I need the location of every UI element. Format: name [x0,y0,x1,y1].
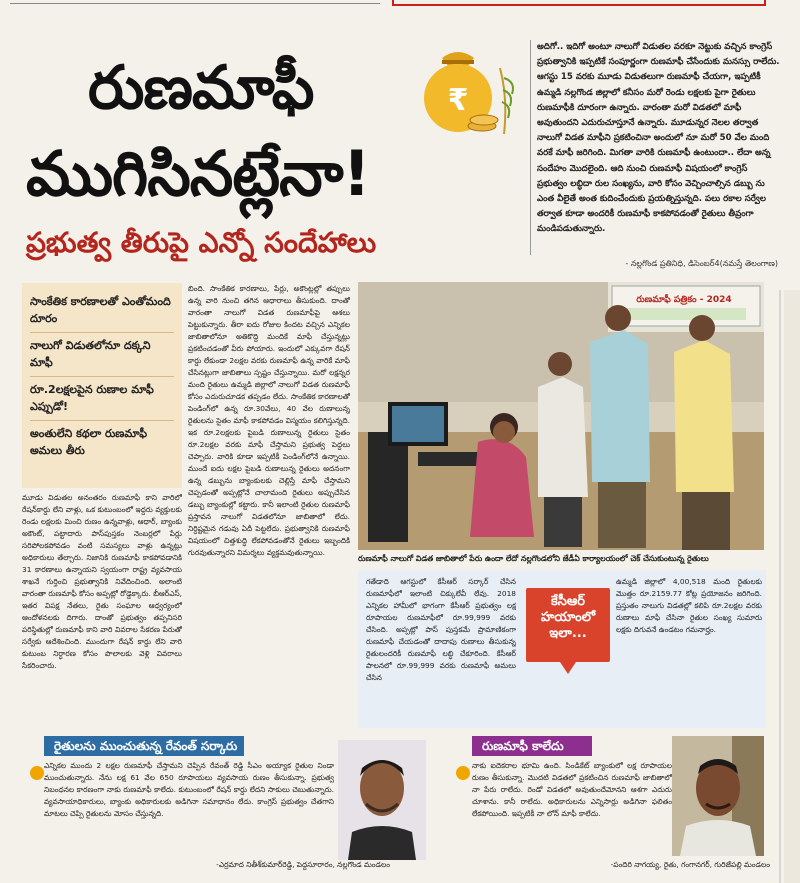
highlight-item: అంతులేని కథలా రుణమాఫీ అమలు తీరు [30,427,148,457]
headline-line-1: రుణమాఫీ [88,53,314,123]
highlight-item: సాంకేతిక కారణాలతో ఎంతోమంది దూరం [30,289,174,333]
highlight-item: నాలుగో విడుతలోనూ దక్కని మాఫీ [30,333,174,377]
quote-icon [30,766,44,780]
kcr-era-badge [526,588,610,662]
banner-text: రుణమాఫీ పత్రికం - 2024 [636,295,732,305]
highlights-sidebar [22,283,182,488]
headline-block [18,38,528,293]
highlight-item: రూ.2లక్షలపైన రుణాల మాఫీ ఎప్పుడో! [30,377,174,421]
photo-caption: రుణమాఫీ నాలుగో విడత జాబితాలో పేరు ఉందా లేదో నల్లగొండలోని జేడీఏ కార్యాలయంలో చెక్ చేసుకుంటున్న రైతులు [358,554,709,563]
kcr-comparison-panel [358,570,766,728]
panel-right-text: ఉమ్మడి జిల్లాలో 4,00,518 మంది రైతులకు మొత్తం రూ.2159.77 కోట్ల ప్రయోజనం జరిగింది. ప్రస్తుతం నాలుగు విడతల్లో కలిపి రూ.2లక్షల వరకు రుణాలు మాఫీ చేసినా రైతుల సంఖ్య సుమారు లక్షకు దిగువనే ఉండటం గమనార్హం. [616,577,762,634]
farmer-portrait-1 [338,740,426,860]
dateline: - నల్లగొండ ప్రతినిధి, డిసెంబర్4(నమస్తే తెలంగాణ) [625,259,778,268]
box1-signature: -ఎర్రమాద నితీశ్‌కుమార్‌రెడ్డి, పెద్దసూరారం, నల్లగొండ మండలం [216,860,390,869]
headline-line-2: ముగిసినట్లేనా! [26,137,370,210]
badge-line-1: కేసీఆర్ [551,594,585,609]
top-rule [10,3,380,4]
box2-text: నాకు ఐదెకరాల భూమి ఉంది. సిండికేట్ బ్యాంకులో లక్ష రూపాయల రుణం తీసుకున్నా. మొదటి విడతలో ప్రకటించిన రుణమాఫీ జాబితాలో నా పేరు రాలేదు. రెండో విడతలో అవుతుందేమోనని ఆశగా ఎదురు చూశాను. కానీ రాలేదు. అధికారులను ఎన్నిసార్లు అడిగినా ఫలితం లేకపోయింది. ఇప్పటికీ నా లోన్ మాఫీ కాలేదు. [472,761,672,818]
top-red-box [392,0,766,6]
box1-text: ఎన్నికల ముందు 2 లక్షల రుణమాఫీ చేస్తామని చెప్పిన రేవంత్ రెడ్డి సీఎం అయ్యాక రైతుల నిండా ముంచుతున్నారు. నేను లక్ష 61 వేల 650 రూపాయలు వ్యవసాయ రుణం తీసుకున్నా. ప్రభుత్వ నిబంధనల కారణంగా నాకు రుణమాఫీ కాలేదు. కుటుంబంలో రేషన్ కార్డు లేదని సాకులు చెబుతున్నారు. వ్యవసాయాధికారులు, బ్యాంకు అధికారులకు అడిగినా సమాధానం లేదు. కాంగ్రెస్ ప్రభుత్వం చేతగాని మాటలు చెప్పి రైతులను మోసం చేస్తున్నది. [44,761,334,818]
money-bag-icon [408,38,528,138]
quote-icon [456,766,470,780]
badge-line-2: హయాంలో [540,610,596,625]
svg-text:₹: ₹ [447,83,469,118]
adjacent-column-edge [770,290,800,883]
body-column-1: మూడు విడుతల అనంతరం రుణమాఫీ కాని వారిలో రేషన్‌కార్డు లేని వాళ్లు, ఒక కుటుంబంలో ఇద్దరు వ్యక్తులకు రెండు లక్షలకు మించి రుణం ఉన్నవాళ్లు, ఆధార్, బ్యాంకు అకౌంట్, పట్టాదారు పాస్‌పుస్తకం నెంబర్లలో పేర్లు సరిపోలకపోవడం వంటి సమస్యలు వాళ్లు ఉన్నట్లు అధికారులు తేల్చారు. నిజానికి రుణమాఫీ కాకపోవడానికి 31 కారణాలు ఉన్నాయని స్వయంగా రాష్ట్ర వ్యవసాయ శాఖనే గుర్తించి ప్రభుత్వానికి నివేదించింది. అలాంటి వారంతా రుణమాఫీ కోసం అప్పట్లో రోడ్డెక్కారు. బీఆర్ఎస్, ఇతర విపక్ష నేతలు, రైతు సంఘాల ఆధ్వర్యంలో ఆందోళనలకు దిగారు. దాంతో ప్రభుత్వం తప్పనిసరి పరిస్థితుల్లో రుణమాఫీ కాని వారి వివరాల సేకరణ పేరుతో సర్వేకు ఆదేశించింది. ముందుగా రేషన్ కార్డు లేని వారి కుటుంబ నిర్ధారణ కోసం పొలాలకు వెళ్లి వివరాలు సేకరించారు. [22,493,182,670]
lead-paragraph: అదిగో.. ఇదిగో అంటూ నాలుగో విడుతల వరకూ నెట్టుకు వచ్చిన కాంగ్రెస్ ప్రభుత్వానికి ఇప్పటికే సంపూర్ణంగా రుణమాఫీ చేసేందుకు మనస్సు రాలేదు. ఆగస్టు 15 వరకు మూడు విడుతలుగా రుణమాఫీ చేయగా, ఇప్పటికీ ఉమ్మడి నల్లగొండ జిల్లాలో కనీసం మరో రెండు లక్షలకు పైగా రైతులు రుణమాఫీకి దూరంగా ఉన్నారు. వారంతా మరో విడతలో మాఫీ అవుతుందని ఎదురుచూస్తూనే ఉన్నారు. మూడున్నర నెలల తర్వాత నాలుగో విడత మాఫీని ప్రకటించినా అందులో నూ మరో 50 వేల మంది వరకే మాఫీ జరిగింది. మిగతా వారికి రుణమాఫీ ఉంటుందా.. లేదా అన్న సందేహం మొదలైంది. ఆది నుంచి రుణమాఫీ విషయంలో కాంగ్రెస్ ప్రభుత్వం లబ్ధిదా రుల సంఖ్యను, వారి కోసం వెచ్చించాల్సిన డబ్బు ను ఎంత వీలైతే అంత కుదించేందుకు ప్రయత్నిస్తున్నది. పలు రకాల సర్వేల తర్వాత కూడా అందరికీ రుణమాఫీ కాకపోవడంతో రైతులు తీవ్రంగా మండిపడుతున్నారు. [530,40,780,255]
headline-subtitle: ప్రభుత్వ తీరుపై ఎన్నో సందేహాలు [26,226,377,259]
body-column-2: బింది. సాంకేతిక కారణాలు, పేర్లు, అకౌంట్లల్లో తప్పులు ఉన్న వారి నుంచి తగిన ఆధారాలు తీసుకుంది. దాంతో వారంతా నాలుగో విడత రుణమాఫీపై ఆశలు పెట్టుకున్నారు. తీరా ఐదు రోజుల కిందట వచ్చిన ఎన్నికల జాబితాలోనూ అతికొద్ది మందికే మాఫీ చేస్తున్నట్లు ప్రకటించడంతో వీరు పోయారు. ఇందులో ఎక్కువగా రేషన్ కార్డు లేకుండా 2లక్షల వరకు రుణమాఫీ ఉన్న వారికే మాఫీ చేసినట్లుగా జాబితాలు స్పష్టం చేస్తున్నాయి. మరో లక్షన్నర మంది రైతులు ఉమ్మడి జిల్లాలో నాలుగో విడత రుణమాఫీ కోసం ఎదురుచూడక తప్పడం లేదు. సాంకేతిక కారణాలతో పెండింగ్‌లో ఉన్న రూ.30వేలు, 40 వేల రుణాలున్న రైతులను సైతం మాఫీ కాకపోవడం విస్మయం కలిగిస్తున్నది. ఇక రూ.2లక్షలకు పైబడి రుణాలున్న రైతులు సైతం రూ.2లక్షల వరకు మాఫీ చేస్తామని ప్రభుత్వ పెద్దలు చెప్పారు. వారికి కూడా ఇప్పటికీ పెండింగ్‌లోనే ఉన్నాయి. ముందే ఐదు లక్షల పైబడి రుణాలున్న రైతులు అదనంగా ఉన్న డబ్బును బ్యాంకులకు చెల్లిస్తే మాఫీ చేస్తామని చెప్పడంతో అప్పట్లోనే చాలామంది రైతులు అప్పుచేసిన డబ్బు బ్యాంకుల్లో కట్టారు. కానీ ఇలాంటి రైతుల రుణమాఫీ ప్రస్తావన నాలుగో విడతలోనూ జాబితాలో లేదు. నిర్దిష్టమైన గడువు ఏదీ పెట్టలేదు. ప్రభుత్వానికి రుణమాఫీ విషయంలో చిత్తశుద్ధి లేకపోవడంతోనే రైతులు ఇబ్బందికి గురవుతున్నారని విమర్శలు వ్యక్తమవుతున్నాయి. [188,284,350,557]
top-border [0,0,800,6]
panel-left-text: గతేడాది ఆగస్టులో కేసీఆర్ సర్కార్ చేసిన రుణమాఫీలో ఇలాంటి చిక్కులేవీ లేవు. 2018 ఎన్నికల హామీలో భాగంగా కేసీఆర్ ప్రభుత్వం లక్ష రూపాయల రుణమాఫీలో రూ.99,999 వరకు చేసింది. అప్పట్లో పాస్ పుస్తకమే ప్రామాణికంగా రుణమాఫీ చేయడంతో దాదాపు రుణాలు తీసుకున్న రైతులందరికీ రుణమాఫీ లబ్ధి చేకూరింది. కేసీఆర్ పాలనలో రూ.99,999 వరకు రుణమాఫీ అమలు చేసిన [366,577,516,682]
box1-heading: రైతులను ముంచుతున్న రేవంత్ సర్కారు [44,736,244,756]
badge-line-3: ఇలా... [549,626,587,641]
farmers-office-photo [358,282,764,550]
box2-signature: -పందిరి నాగయ్య, రైతు, గంగానగర్, గురిజేపల్లి మండలం [610,860,770,869]
farmer-portrait-2 [672,736,764,856]
box2-heading: రుణమాఫీ కాలేదు [472,736,592,756]
